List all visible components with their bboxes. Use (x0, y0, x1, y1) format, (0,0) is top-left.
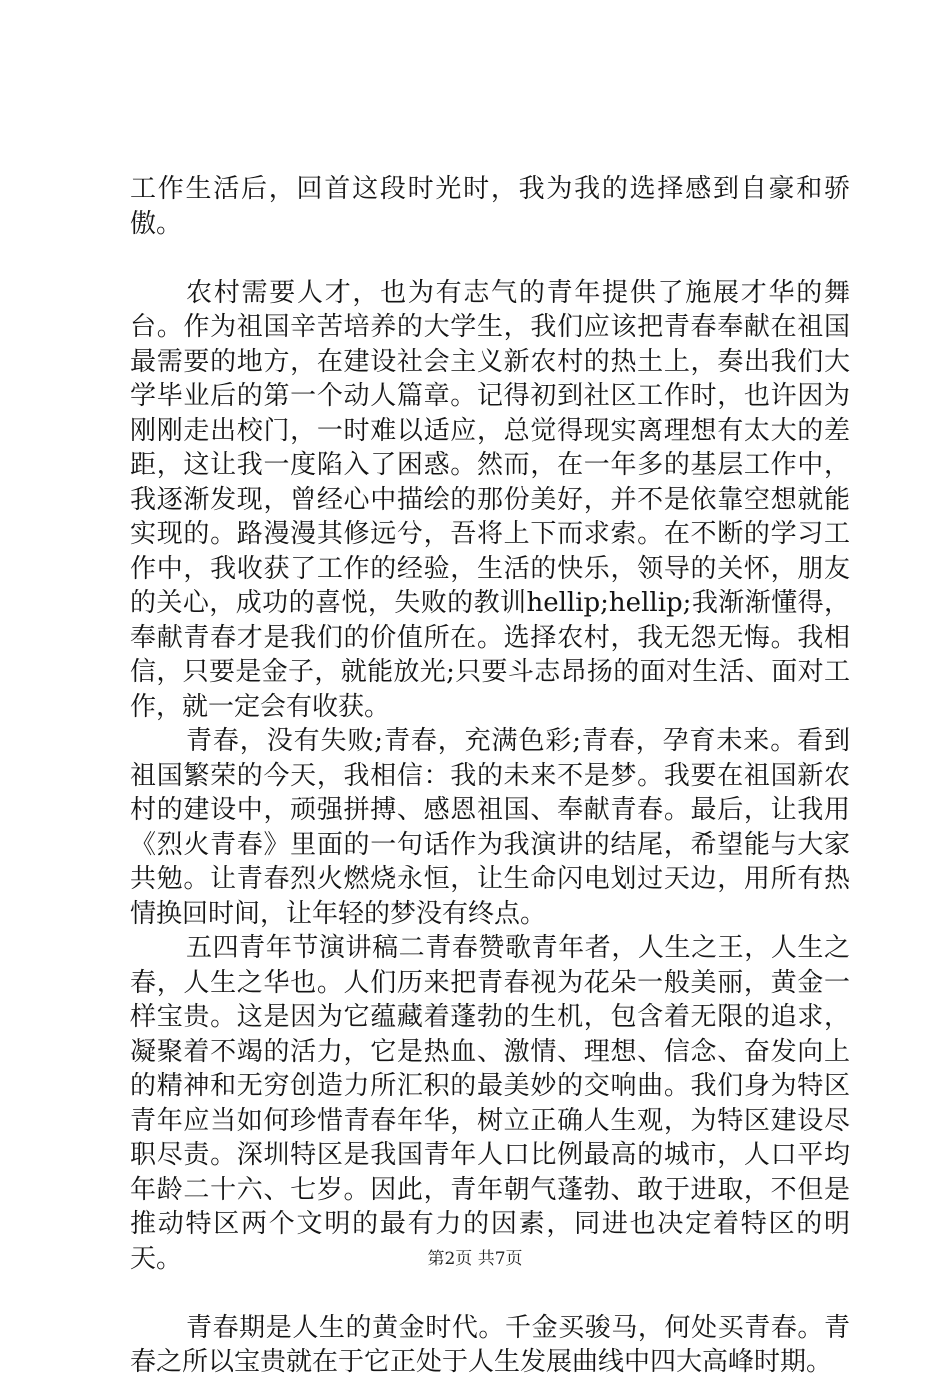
paragraph-continuation: 工作生活后，回首这段时光时，我为我的选择感到自豪和骄傲。 (130, 174, 850, 239)
paragraph-youth-no-failure: 青春，没有失败;青春，充满色彩;青春，孕育未来。看到祖国繁荣的今天，我相信：我的未来不是梦。我要在祖国新农村的建设中，顽强拼搏、感恩祖国、奉献青春。最后，让我用《烈火青春》里面的一句话作为我演讲的结尾，希望能与大家共勉。让青春烈火燃烧永恒，让生命闪电划过天边，用所有热情换回时间，让年轻的梦没有终点。 (130, 726, 850, 929)
document-body (130, 172, 850, 1380)
paragraph-speech-two: 五四青年节演讲稿二青春赞歌青年者，人生之王，人生之春，人生之华也。人们历来把青春视为花朵一般美丽，黄金一样宝贵。这是因为它蕴藏着蓬勃的生机，包含着无限的追求，凝聚着不竭的活力，它是热血、激情、理想、信念、奋发向上的精神和无穷创造力所汇积的最美妙的交响曲。我们身为特区青年应当如何珍惜青春年华，树立正确人生观，为特区建设尽职尽责。深圳特区是我国青年人口比例最高的城市，人口平均年龄二十六、七岁。因此，青年朝气蓬勃、敢于进取，不但是推动特区两个文明的最有力的因素，同进也决定着特区的明天。 (130, 933, 850, 1274)
page-footer: 第2页 共7页 (427, 1249, 523, 1269)
paragraph-golden-age: 青春期是人生的黄金时代。千金买骏马，何处买青春。青春之所以宝贵就在于它正处于人生发展曲线中四大高峰时期。 (130, 1312, 850, 1377)
paragraph-rural-talent: 农村需要人才，也为有志气的青年提供了施展才华的舞台。作为祖国辛苦培养的大学生，我们应该把青春奉献在祖国最需要的地方，在建设社会主义新农村的热土上，奏出我们大学毕业后的第一个动人篇章。记得初到社区工作时，也许因为刚刚走出校门，一时难以适应，总觉得现实离理想有太大的差距，这让我一度陷入了困惑。然而，在一年多的基层工作中，我逐渐发现，曾经心中描绘的那份美好，并不是依靠空想就能实现的。路漫漫其修远兮，吾将上下而求索。在不断的学习工作中，我收获了工作的经验，生活的快乐，领导的关怀，朋友的关心，成功的喜悦，失败的教训hellip;hellip;我渐渐懂得，奉献青春才是我们的价值所在。选择农村，我无怨无悔。我相信，只要是金子，就能放光;只要斗志昂扬的面对生活、面对工作，就一定会有收获。 (130, 277, 850, 722)
